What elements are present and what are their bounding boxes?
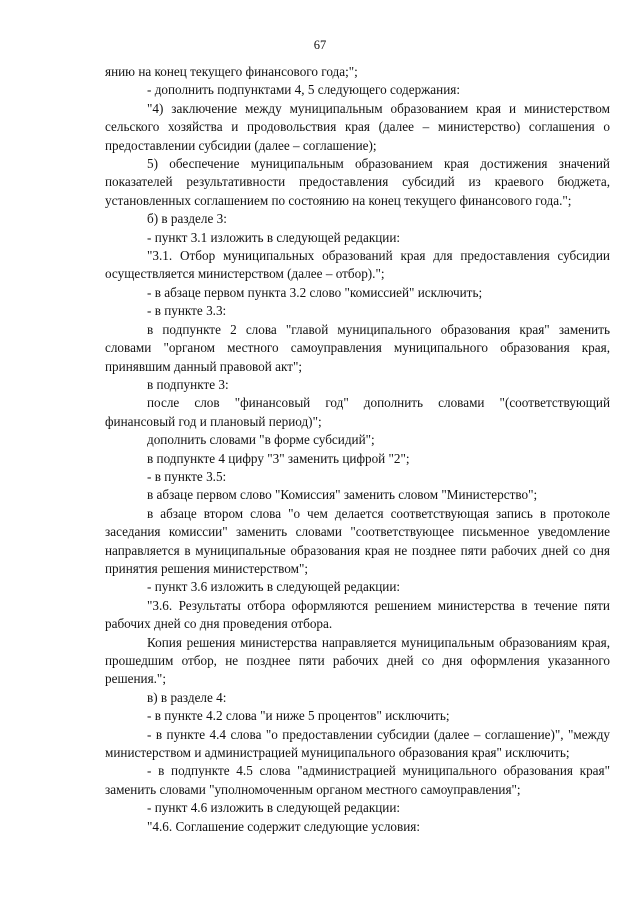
paragraph: дополнить словами "в форме субсидий"; bbox=[147, 432, 375, 448]
paragraph: - в абзаце первом пункта 3.2 слово "комиссией" исключить; bbox=[147, 284, 483, 300]
paragraph: "3.1. Отбор муниципальных образований края для предоставления субсидии осуществляется министерством (далее – отбор)."; bbox=[105, 248, 610, 282]
paragraph: после слов "финансовый год" дополнить словами "(соответствующий финансовый год и плановый период)"; bbox=[105, 395, 610, 429]
paragraph: - в пункте 3.3: bbox=[147, 303, 227, 319]
paragraph: в подпункте 4 цифру "3" заменить цифрой "2"; bbox=[147, 450, 410, 466]
paragraph: в) в разделе 4: bbox=[147, 689, 227, 705]
paragraph: янию на конец текущего финансового года;"; bbox=[105, 64, 358, 79]
paragraph: - пункт 4.6 изложить в следующей редакции: bbox=[147, 800, 401, 816]
paragraph: в абзаце первом слово "Комиссия" заменить словом "Министерство"; bbox=[147, 487, 538, 503]
paragraph: - пункт 3.6 изложить в следующей редакции: bbox=[147, 579, 401, 595]
paragraph: "4) заключение между муниципальным образованием края и министерством сельского хозяйства и продовольствия края (далее – министерство) соглашения о предоставлении субсидии (далее – соглашение); bbox=[105, 100, 610, 153]
paragraph: 5) обеспечение муниципальным образованием края достижения значений показателей результативности предоставления субсидий из краевого бюджета, установленных соглашением по состоянию на конец текущего финансового года."; bbox=[105, 156, 610, 208]
paragraph: - дополнить подпунктами 4, 5 следующего содержания: bbox=[147, 82, 460, 98]
paragraph: б) в разделе 3: bbox=[147, 211, 227, 227]
paragraph: "4.6. Соглашение содержит следующие условия: bbox=[147, 818, 421, 834]
paragraph: в подпункте 2 слова "главой муниципального образования края" заменить словами "органом местного самоуправления муниципального образования края, принявшим данный правовой акт"; bbox=[105, 321, 610, 374]
paragraph: - в пункте 4.2 слова "и ниже 5 процентов" исключить; bbox=[147, 708, 450, 724]
paragraph: в абзаце втором слова "о чем делается соответствующая запись в протоколе заседания комиссии" заменить словами "соответствующее письменное уведомление направляется в муниципальные образования края не позднее пяти рабочих дней со дня принятия решения министерством"; bbox=[105, 505, 610, 576]
paragraph: "3.6. Результаты отбора оформляются решением министерства в течение пяти рабочих дней со дня проведения отбора. bbox=[105, 597, 610, 632]
page-number: 67 bbox=[313, 38, 327, 52]
paragraph: Копия решения министерства направляется муниципальным образованиям края, прошедшим отбор, не позднее пяти рабочих дней со дня оформления указанного решения."; bbox=[105, 634, 610, 687]
paragraph: - в подпункте 4.5 слова "администрацией муниципального образования края" заменить словами "уполномоченным органом местного самоуправления"; bbox=[105, 763, 610, 797]
paragraph: в подпункте 3: bbox=[147, 376, 229, 392]
paragraph: - в пункте 3.5: bbox=[147, 468, 227, 484]
document-body bbox=[105, 63, 610, 836]
paragraph: - пункт 3.1 изложить в следующей редакции: bbox=[147, 229, 401, 245]
paragraph: - в пункте 4.4 слова "о предоставлении субсидии (далее – соглашение)", "между министерством и администрацией муниципального образования края" исключить; bbox=[105, 726, 610, 761]
